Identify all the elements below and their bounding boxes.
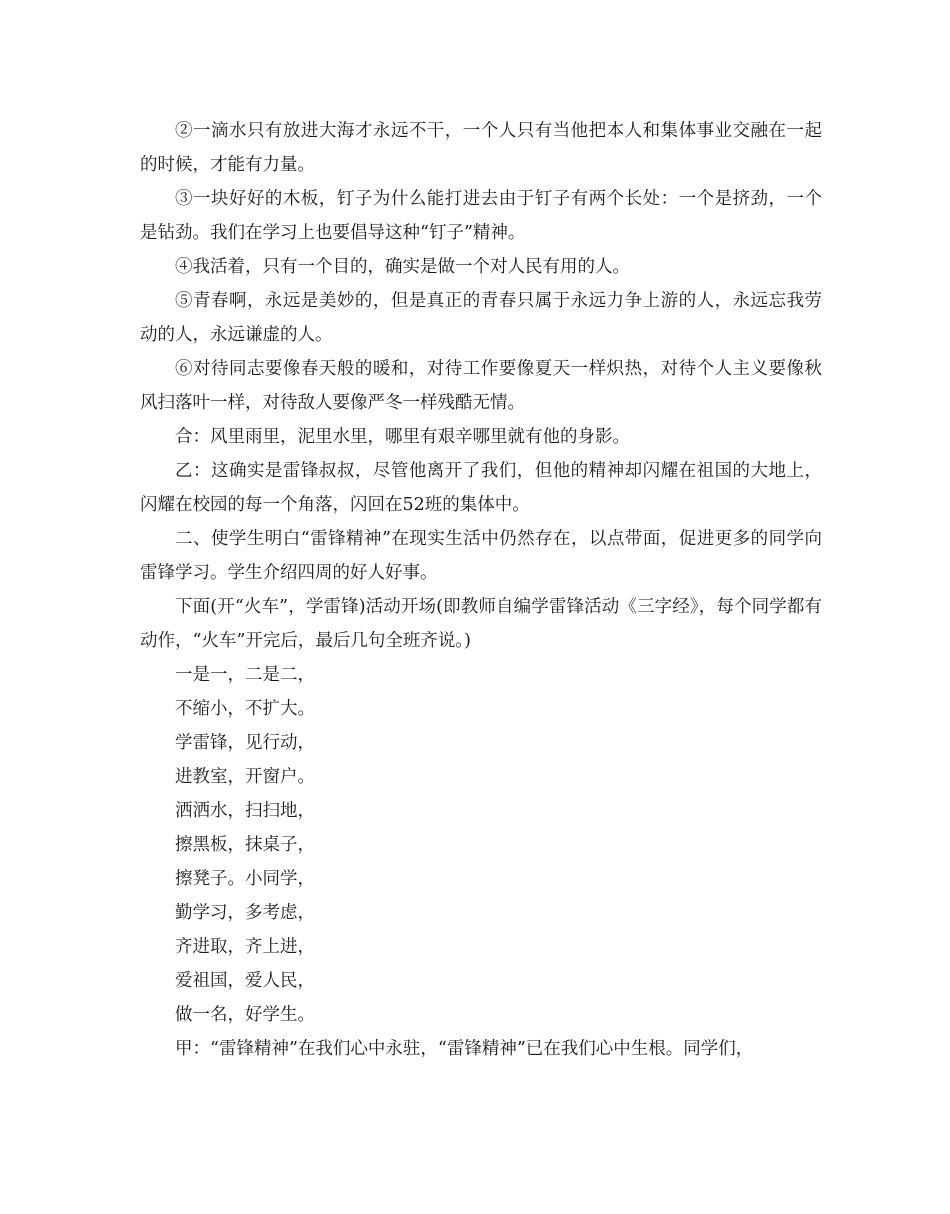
closing-paragraph: 甲：“雷锋精神”在我们心中永驻，“雷锋精神”已在我们心中生根。同学们， (175, 1039, 754, 1059)
document-body (140, 114, 822, 1066)
paragraph: ⑤青春啊，永远是美妙的，但是真正的青春只属于永远力争上游的人，永远忘我劳动的人，永远谦虚的人。 (140, 291, 822, 345)
paragraph: ②一滴水只有放进大海才永远不干，一个人只有当他把本人和集体事业交融在一起的时候，才能有力量。 (140, 121, 822, 175)
paragraph: ⑥对待同志要像春天般的暖和，对待工作要像夏天一样炽热，对待个人主义要像秋风扫落叶一样，对待敌人要像严冬一样残酷无情。 (140, 359, 822, 413)
paragraph: 下面(开“火车”，学雷锋)活动开场(即教师自编学雷锋活动《三字经》，每个同学都有动作，“火车”开完后，最后几句全班齐说。) (140, 597, 822, 651)
paragraph: ③一块好好的木板，钉子为什么能打进去由于钉子有两个长处：一个是挤劲，一个是钻劲。我们在学习上也要倡导这种“钉子”精神。 (140, 189, 822, 243)
verse-line: 做一名，好学生。 (175, 1005, 315, 1025)
verse-line: 进教室，开窗户。 (175, 767, 315, 787)
verse-line: 擦黑板，抹桌子， (175, 835, 315, 855)
verse-line: 齐进取，齐上进， (175, 937, 315, 957)
paragraph: 合：风里雨里，泥里水里，哪里有艰辛哪里就有他的身影。 (175, 427, 630, 447)
verse-line: 洒洒水，扫扫地， (175, 801, 315, 821)
verse-line: 爱祖国，爱人民， (175, 971, 315, 991)
verse-line: 勤学习，多考虑， (175, 903, 315, 923)
verse-line: 一是一，二是二， (175, 665, 315, 685)
paragraph: 乙：这确实是雷锋叔叔，尽管他离开了我们，但他的精神却闪耀在祖国的大地上，闪耀在校园的每一个角落，闪回在52班的集体中。 (140, 461, 822, 515)
paragraph: ④我活着，只有一个目的，确实是做一个对人民有用的人。 (175, 257, 630, 277)
verse-line: 擦凳子。小同学， (175, 869, 315, 889)
paragraph: 二、使学生明白“雷锋精神”在现实生活中仍然存在，以点带面，促进更多的同学向雷锋学习。学生介绍四周的好人好事。 (140, 529, 822, 583)
verse-line: 不缩小，不扩大。 (175, 699, 315, 719)
verse-line: 学雷锋，见行动， (175, 733, 315, 753)
